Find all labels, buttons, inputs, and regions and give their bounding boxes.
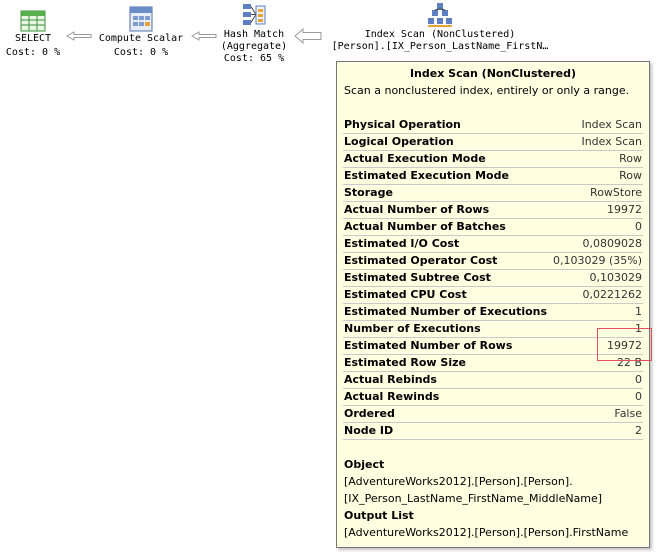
- object-heading: Object: [344, 458, 385, 471]
- property-key: Storage: [344, 186, 393, 199]
- property-value: 0: [635, 220, 642, 233]
- operator-tooltip: [336, 61, 650, 548]
- flow-arrow: [66, 31, 92, 41]
- property-key: Estimated Number of Executions: [344, 305, 548, 318]
- object-line-1: [AdventureWorks2012].[Person].[Person].: [344, 475, 573, 488]
- property-value: 19972: [607, 203, 642, 216]
- property-value: 19972: [607, 339, 642, 352]
- property-value: 0,0221262: [582, 288, 642, 301]
- property-key: Actual Rewinds: [344, 390, 440, 403]
- index-scan-label: Index Scan (NonClustered): [364, 29, 516, 40]
- property-row: [343, 168, 643, 185]
- compute-scalar-label: Compute Scalar: [98, 33, 184, 44]
- property-row: [343, 406, 643, 423]
- property-key: Actual Number of Batches: [344, 220, 506, 233]
- property-key: Estimated Number of Rows: [344, 339, 513, 352]
- plan-node-compute-scalar[interactable]: [92, 6, 190, 58]
- property-value: 0,103029: [589, 271, 642, 284]
- select-icon: [20, 10, 46, 32]
- property-row: [343, 219, 643, 236]
- plan-node-index-scan[interactable]: [318, 2, 562, 52]
- property-key: Physical Operation: [344, 118, 461, 131]
- property-row: [343, 202, 643, 219]
- plan-node-hash-match[interactable]: [217, 2, 291, 64]
- property-row: [343, 321, 643, 338]
- property-row: [343, 185, 643, 202]
- property-row: [343, 423, 643, 440]
- property-row: [343, 372, 643, 389]
- property-row: [343, 151, 643, 168]
- property-row: [343, 287, 643, 304]
- property-row: [343, 338, 643, 355]
- property-value: 2: [635, 424, 642, 437]
- property-key: Estimated I/O Cost: [344, 237, 460, 250]
- property-value: 1: [635, 305, 642, 318]
- property-key: Estimated Operator Cost: [344, 254, 498, 267]
- property-row: [343, 355, 643, 372]
- property-value: RowStore: [590, 186, 642, 199]
- property-key: Number of Executions: [344, 322, 481, 335]
- property-key: Estimated Row Size: [344, 356, 466, 369]
- property-value: Index Scan: [581, 118, 642, 131]
- property-key: Estimated Subtree Cost: [344, 271, 491, 284]
- property-key: Actual Rebinds: [344, 373, 437, 386]
- hash-match-sub: (Aggregate): [220, 41, 288, 52]
- hash-match-label: Hash Match: [223, 29, 285, 40]
- index-scan-object: [Person].[IX_Person_LastName_FirstN…: [331, 41, 549, 52]
- tooltip-title: Index Scan (NonClustered): [409, 67, 577, 80]
- property-key: Ordered: [344, 407, 395, 420]
- property-row: [343, 117, 643, 134]
- flow-arrow: [191, 31, 217, 41]
- output-list-line-1: [AdventureWorks2012].[Person].[Person].FirstName: [344, 526, 629, 539]
- tooltip-properties: [343, 117, 643, 440]
- property-key: Logical Operation: [344, 135, 454, 148]
- hash-match-cost: Cost: 65 %: [223, 53, 285, 64]
- property-key: Estimated CPU Cost: [344, 288, 467, 301]
- property-value: Index Scan: [581, 135, 642, 148]
- property-key: Estimated Execution Mode: [344, 169, 509, 182]
- property-row: [343, 389, 643, 406]
- property-value: 1: [635, 322, 642, 335]
- property-row: [343, 304, 643, 321]
- select-label: SELECT: [14, 33, 52, 44]
- property-value: 22 B: [616, 356, 642, 369]
- property-row: [343, 236, 643, 253]
- plan-node-select[interactable]: [2, 10, 64, 58]
- property-key: Actual Number of Rows: [344, 203, 490, 216]
- compute-scalar-cost: Cost: 0 %: [113, 47, 169, 58]
- property-value: 0,0809028: [582, 237, 642, 250]
- property-row: [343, 270, 643, 287]
- property-value: 0: [635, 390, 642, 403]
- property-key: Actual Execution Mode: [344, 152, 486, 165]
- property-value: 0,103029 (35%): [552, 254, 642, 267]
- tooltip-description: Scan a nonclustered index, entirely or only a range.: [344, 84, 630, 97]
- index-scan-icon: [426, 2, 454, 28]
- property-value: False: [614, 407, 642, 420]
- property-row: [343, 253, 643, 270]
- property-value: Row: [619, 169, 642, 182]
- property-row: [343, 134, 643, 151]
- select-cost: Cost: 0 %: [5, 47, 61, 58]
- hash-match-icon: [241, 2, 267, 28]
- output-list-heading: Output List: [344, 509, 414, 522]
- object-line-2: [IX_Person_LastName_FirstName_MiddleName]: [344, 492, 603, 505]
- property-value: Row: [619, 152, 642, 165]
- compute-scalar-icon: [128, 6, 154, 32]
- property-value: 0: [635, 373, 642, 386]
- property-key: Node ID: [344, 424, 394, 437]
